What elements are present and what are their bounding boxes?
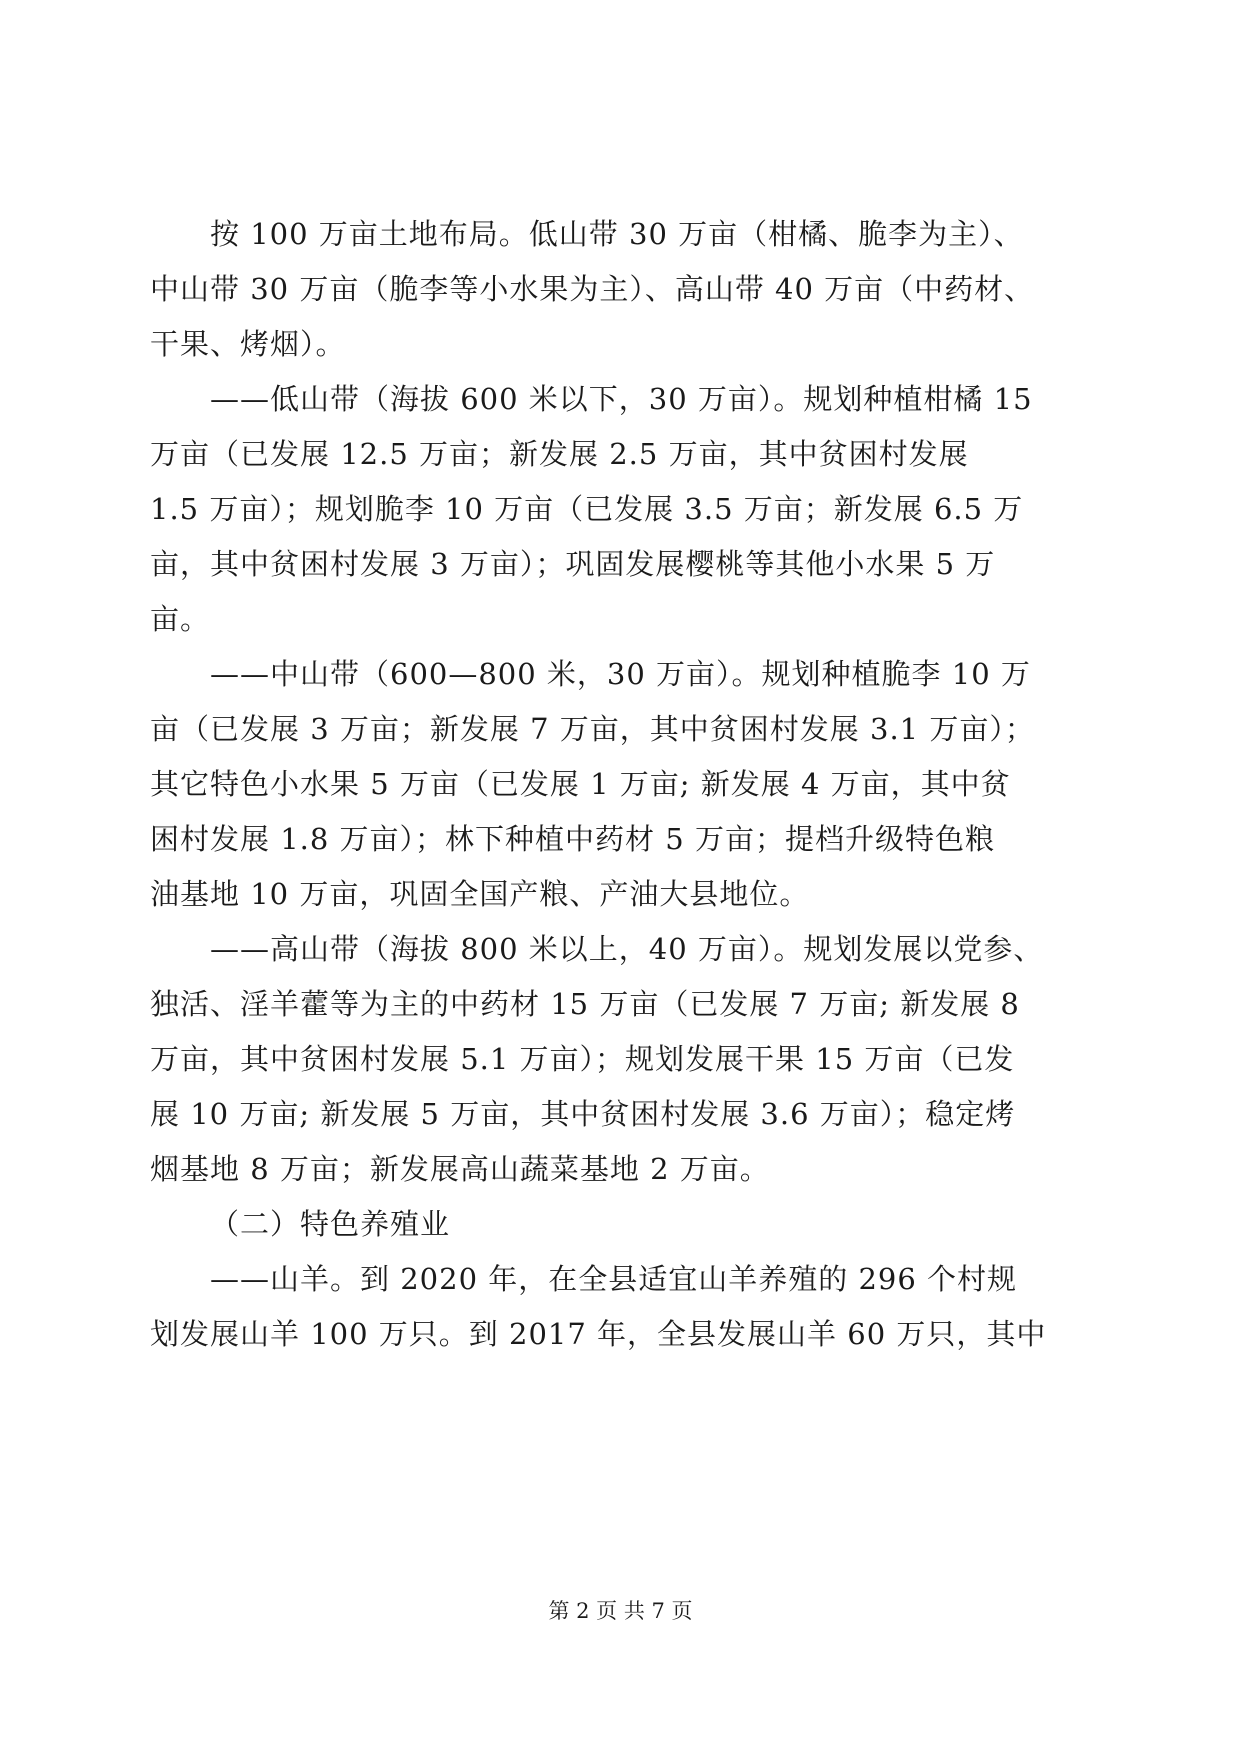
body-text-line: 困村发展 1.8 万亩）；林下种植中药材 5 万亩；提档升级特色粮 xyxy=(150,822,995,856)
body-text-line: 烟基地 8 万亩；新发展高山蔬菜基地 2 万亩。 xyxy=(150,1152,770,1186)
body-text-line: 万亩（已发展 12.5 万亩；新发展 2.5 万亩，其中贫困村发展 xyxy=(150,437,969,471)
page-number-footer: 第 2 页 共 7 页 xyxy=(548,1599,693,1623)
body-text-line: ——低山带（海拔 600 米以下，30 万亩）。规划种植柑橘 15 xyxy=(210,382,1033,416)
body-text-line: 亩，其中贫困村发展 3 万亩）；巩固发展樱桃等其他小水果 5 万 xyxy=(150,547,996,581)
body-text-line: 干果、烤烟）。 xyxy=(150,327,346,361)
body-text-line: 独活、淫羊藿等为主的中药材 15 万亩（已发展 7 万亩; 新发展 8 xyxy=(150,987,1020,1021)
body-text-line: 按 100 万亩土地布局。低山带 30 万亩（柑橘、脆李为主）、 xyxy=(210,217,1024,251)
body-text-line: ——高山带（海拔 800 米以上，40 万亩）。规划发展以党参、 xyxy=(210,932,1044,966)
body-text-line: 划发展山羊 100 万只。到 2017 年，全县发展山羊 60 万只，其中 xyxy=(150,1317,1047,1351)
body-text-line: ——山羊。到 2020 年，在全县适宜山羊养殖的 296 个村规 xyxy=(210,1262,1018,1296)
section-heading: （二）特色养殖业 xyxy=(210,1207,451,1241)
body-text-line: 油基地 10 万亩，巩固全国产粮、产油大县地位。 xyxy=(150,877,810,911)
body-text-line: 万亩，其中贫困村发展 5.1 万亩）；规划发展干果 15 万亩（已发 xyxy=(150,1042,1015,1076)
body-text-line: 其它特色小水果 5 万亩（已发展 1 万亩; 新发展 4 万亩，其中贫 xyxy=(150,767,1011,801)
body-text-line: 亩（已发展 3 万亩；新发展 7 万亩，其中贫困村发展 3.1 万亩）； xyxy=(150,712,1035,746)
body-text-line: 亩。 xyxy=(150,602,211,636)
body-text-line: 1.5 万亩）；规划脆李 10 万亩（已发展 3.5 万亩；新发展 6.5 万 xyxy=(150,492,1024,526)
body-text-line: 展 10 万亩; 新发展 5 万亩，其中贫困村发展 3.6 万亩）；稳定烤 xyxy=(150,1097,1016,1131)
body-text-line: 中山带 30 万亩（脆李等小水果为主）、高山带 40 万亩（中药材、 xyxy=(150,272,1035,306)
body-text-line: ——中山带（600—800 米，30 万亩）。规划种植脆李 10 万 xyxy=(210,657,1031,691)
